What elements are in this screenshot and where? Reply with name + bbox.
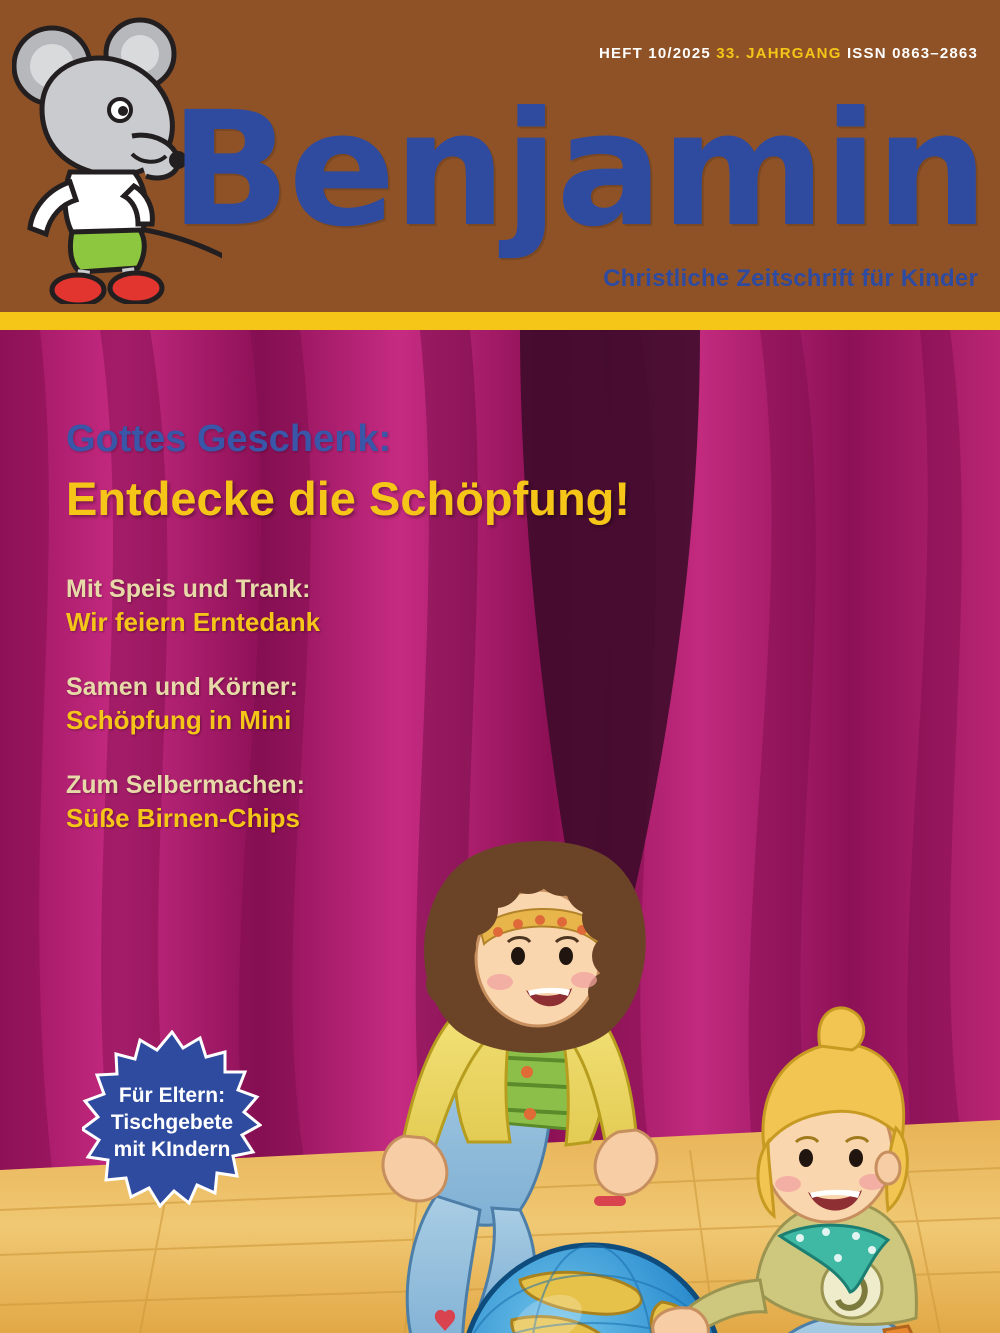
- magazine-subtitle: Christliche Zeitschrift für Kinder: [603, 265, 978, 292]
- badge-line-2: Tischgebete: [110, 1111, 234, 1134]
- parents-badge: [82, 1030, 262, 1215]
- teaser-title: Süße Birnen-Chips: [66, 803, 301, 833]
- teaser-kicker: Mit Speis und Trank:: [66, 575, 311, 603]
- badge-line-1: Für Eltern:: [118, 1084, 226, 1107]
- teaser-item: [66, 573, 686, 639]
- teaser-list: [66, 573, 686, 835]
- teaser-title: Wir feiern Erntedank: [66, 607, 321, 637]
- teaser-kicker: Samen und Körner:: [66, 673, 298, 701]
- gold-divider: [0, 312, 1000, 330]
- coverline-block: [66, 415, 686, 867]
- cover-header: [0, 0, 1000, 312]
- badge-line-3: mit KIndern: [113, 1138, 231, 1161]
- parents-badge-text: [82, 1030, 262, 1215]
- cover-kicker: Gottes Geschenk:: [66, 418, 392, 460]
- magazine-title: Benjamin: [170, 78, 987, 262]
- teaser-item: [66, 671, 686, 737]
- teaser-item: [66, 769, 686, 835]
- masthead: [170, 78, 987, 262]
- issue-issn: ISSN 0863–2863: [846, 45, 978, 62]
- teaser-title: Schöpfung in Mini: [66, 705, 292, 735]
- issue-number: HEFT 10/2025: [598, 45, 711, 62]
- cover-headline: Entdecke die Schöpfung!: [66, 472, 631, 525]
- issue-info: [599, 45, 978, 62]
- teaser-kicker: Zum Selbermachen:: [66, 771, 305, 799]
- issue-volume: 33. JAHRGANG: [716, 45, 842, 62]
